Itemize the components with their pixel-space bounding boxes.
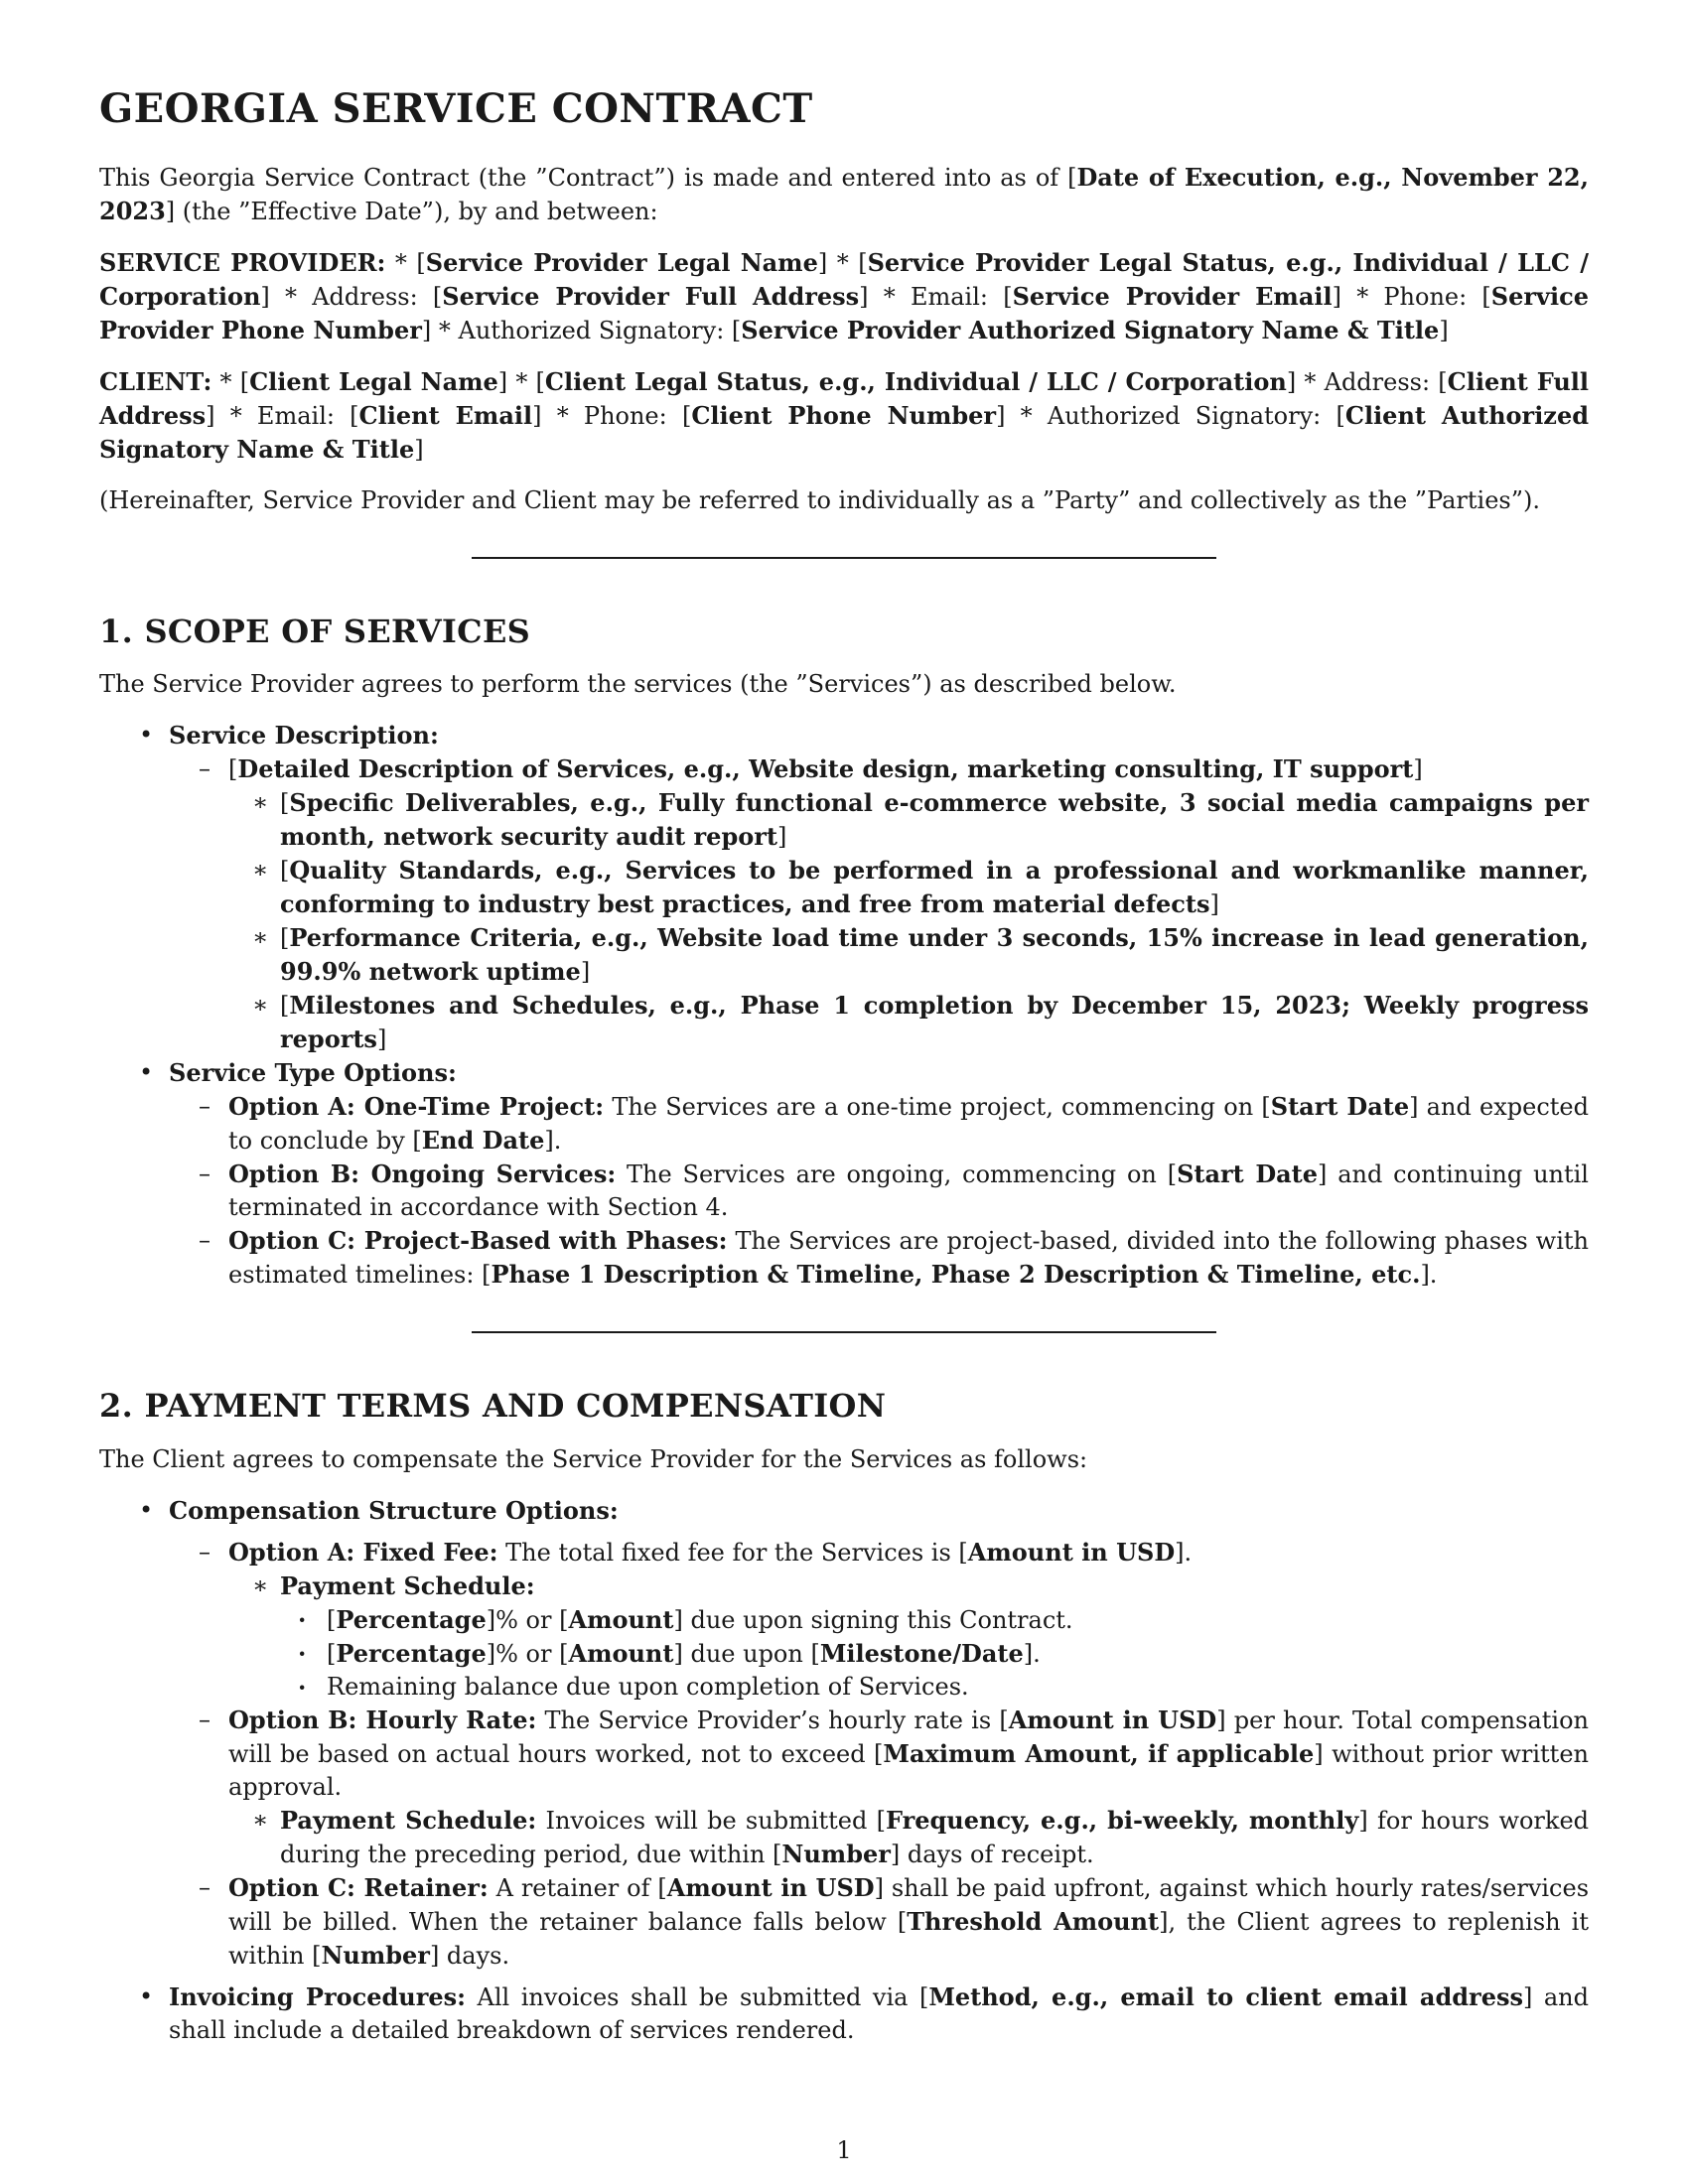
list-item: – Option C: Retainer: A retainer of [Amount in USD] shall be paid upfront, against which hourly rates/services will be billed. When the retainer balance falls below [Threshold Amount], the Client agrees to replenish it within [Number] days. (169, 1871, 1589, 1973)
list-item: · [Percentage]% or [Amount] due upon signing this Contract. (280, 1603, 1589, 1637)
list-item: • Compensation Structure Options: – Option A: Fixed Fee: The total fixed fee for the Services is [Amount in USD]. ∗ Payment Schedule: · [Percentage]% or [Amount] due upon signing this Contract. · [Percentage]% or [Amount] due upon [Milestone/Date]. · Remaining balance due upon completion of Services. – Option B: Hourly Rate: The Service Provider’s hourly rate is [Amount in USD] per hour. Total compensation will be based on actual hours worked, not to exceed [Maximum Amount, if applicable] without prior written approval. ∗ Payment Schedule: Invoices will be submitted [Frequency, e.g., bi-weekly, monthly] for hours worked during the preceding period, due within [Number] days of receipt. – Option C: Retainer: A retainer of [Amount in USD] shall be paid upfront, against which hourly rates/services will be billed. When the retainer balance falls below [Threshold Amount], the Client agrees to replenish it within [Number] days. (139, 1494, 1589, 1973)
list-item: ∗ [Specific Deliverables, e.g., Fully functional e-commerce website, 3 social media campaigns per month, network security audit report] (228, 786, 1589, 854)
list-item: – [Detailed Description of Services, e.g., Website design, marketing consulting, IT support] ∗ [Specific Deliverables, e.g., Fully functional e-commerce website, 3 social media campaigns per month, network security audit report] ∗ [Quality Standards, e.g., Services to be performed in a professional and workmanlike manner, conforming to industry best practices, and free from material defects] ∗ [Performance Criteria, e.g., Website load time under 3 seconds, 15% increase in lead generation, 99.9% network uptime] ∗ [Milestones and Schedules, e.g., Phase 1 completion by December 15, 2023; Weekly progress reports] (169, 752, 1589, 1056)
section-2-heading: 2. PAYMENT TERMS AND COMPENSATION (99, 1387, 887, 1426)
section-1-heading: 1. SCOPE OF SERVICES (99, 613, 531, 650)
client-label: CLIENT: (99, 367, 212, 396)
list-item: • Service Type Options: – Option A: One-Time Project: The Services are a one-time project, commencing on [Start Date] and expected to conclude by [End Date]. – Option B: Ongoing Services: The Services are ongoing, commencing on [Start Date] and continuing until terminated in accordance with Section 4. – Option C: Project-Based with Phases: The Services are project-based, divided into the following phases with estimated timelines: [Phase 1 Description & Timeline, Phase 2 Description & Timeline, etc.]. (139, 1056, 1589, 1292)
list-item: ∗ Payment Schedule: Invoices will be submitted [Frequency, e.g., bi-weekly, monthly] for hours worked during the preceding period, due within [Number] days of receipt. (228, 1804, 1589, 1871)
list-item: ∗ [Quality Standards, e.g., Services to be performed in a professional and workmanlike manner, conforming to industry best practices, and free from material defects] (228, 854, 1589, 921)
section-2-list (139, 1494, 1589, 2047)
hereinafter-paragraph: (Hereinafter, Service Provider and Client may be referred to individually as a ”Party” and collectively as the ”Parties”). (99, 486, 1541, 514)
document-title: GEORGIA SERVICE CONTRACT (99, 85, 813, 132)
list-item: • Service Description: – [Detailed Description of Services, e.g., Website design, marketing consulting, IT support] ∗ [Specific Deliverables, e.g., Fully functional e-commerce website, 3 social media campaigns per month, network security audit report] ∗ [Quality Standards, e.g., Services to be performed in a professional and workmanlike manner, conforming to industry best practices, and free from material defects] ∗ [Performance Criteria, e.g., Website load time under 3 seconds, 15% increase in lead generation, 99.9% network uptime] ∗ [Milestones and Schedules, e.g., Phase 1 completion by December 15, 2023; Weekly progress reports] (139, 719, 1589, 1056)
section-1-list (139, 719, 1589, 1292)
section-divider (472, 1331, 1216, 1333)
section-2-intro: The Client agrees to compensate the Service Provider for the Services as follows: (99, 1444, 1088, 1473)
section-divider (472, 557, 1216, 559)
service-provider-block: SERVICE PROVIDER: * [Service Provider Legal Name] * [Service Provider Legal Status, e.g., Individual / LLC / Corporation] * Address: [Service Provider Full Address] * Email: [Service Provider Email] * Phone: [Service Provider Phone Number] * Authorized Signatory: [Service Provider Authorized Signatory Name & Title] (99, 248, 1589, 344)
document-page (99, 85, 1589, 2047)
list-item: – Option B: Hourly Rate: The Service Provider’s hourly rate is [Amount in USD] per hour. Total compensation will be based on actual hours worked, not to exceed [Maximum Amount, if applicable] without prior written approval. ∗ Payment Schedule: Invoices will be submitted [Frequency, e.g., bi-weekly, monthly] for hours worked during the preceding period, due within [Number] days of receipt. (169, 1704, 1589, 1871)
list-item: – Option A: One-Time Project: The Services are a one-time project, commencing on [Start Date] and expected to conclude by [End Date]. (169, 1090, 1589, 1158)
list-item: ∗ [Milestones and Schedules, e.g., Phase 1 completion by December 15, 2023; Weekly progress reports] (228, 989, 1589, 1056)
list-item: – Option A: Fixed Fee: The total fixed fee for the Services is [Amount in USD]. ∗ Payment Schedule: · [Percentage]% or [Amount] due upon signing this Contract. · [Percentage]% or [Amount] due upon [Milestone/Date]. · Remaining balance due upon completion of Services. (169, 1536, 1589, 1704)
client-block: CLIENT: * [Client Legal Name] * [Client Legal Status, e.g., Individual / LLC / Corporation] * Address: [Client Full Address] * Email: [Client Email] * Phone: [Client Phone Number] * Authorized Signatory: [Client Authorized Signatory Name & Title] (99, 367, 1590, 464)
section-1-intro: The Service Provider agrees to perform the services (the ”Services”) as described below. (99, 670, 1177, 699)
service-provider-label: SERVICE PROVIDER: (99, 248, 386, 277)
list-item: · [Percentage]% or [Amount] due upon [Milestone/Date]. (280, 1637, 1589, 1671)
list-item: • Invoicing Procedures: All invoices shall be submitted via [Method, e.g., email to client email address] and shall include a detailed breakdown of services rendered. (139, 1980, 1589, 2047)
list-item: ∗ [Performance Criteria, e.g., Website load time under 3 seconds, 15% increase in lead generation, 99.9% network uptime] (228, 921, 1589, 989)
page-number: 1 (836, 2136, 852, 2164)
list-item: – Option B: Ongoing Services: The Services are ongoing, commencing on [Start Date] and continuing until terminated in accordance with Section 4. (169, 1158, 1589, 1224)
list-item: – Option C: Project-Based with Phases: The Services are project-based, divided into the following phases with estimated timelines: [Phase 1 Description & Timeline, Phase 2 Description & Timeline, etc.]. (169, 1224, 1589, 1292)
list-item: ∗ Payment Schedule: · [Percentage]% or [Amount] due upon signing this Contract. · [Percentage]% or [Amount] due upon [Milestone/Date]. · Remaining balance due upon completion of Services. (228, 1570, 1589, 1704)
intro-paragraph: This Georgia Service Contract (the ”Contract”) is made and entered into as of [Date of Execution, e.g., November 22, 2023] (the ”Effective Date”), by and between: (99, 163, 1589, 225)
list-item: · Remaining balance due upon completion of Services. (280, 1671, 1589, 1704)
